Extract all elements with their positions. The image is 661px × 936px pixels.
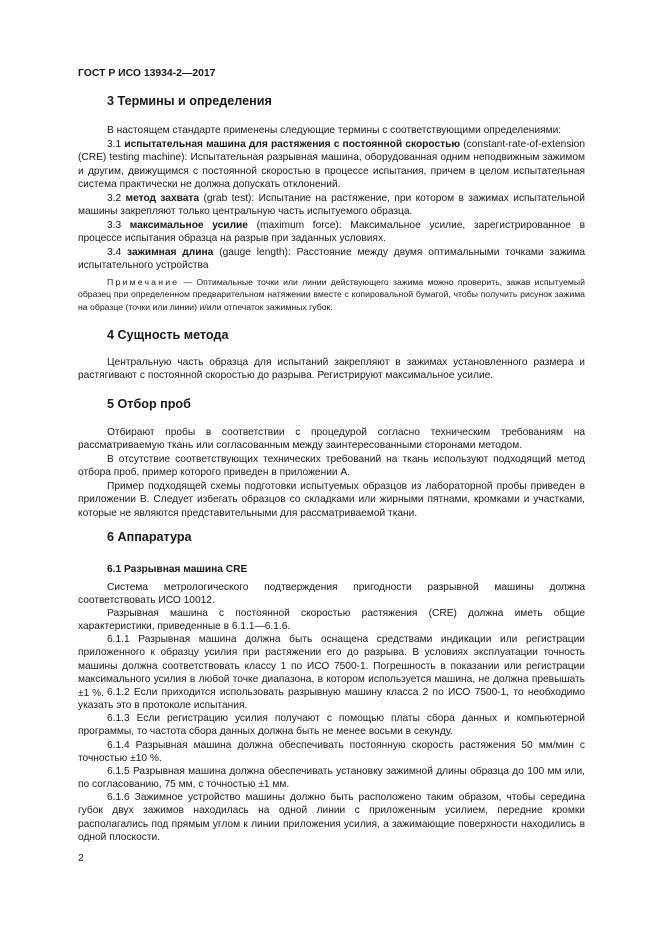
- page-number: 2: [78, 853, 84, 864]
- term-3-3: [78, 219, 585, 246]
- term-3-3-number: 3.3: [107, 220, 130, 231]
- term-3-1-number: 3.1: [107, 139, 125, 150]
- section-6-1-paragraph-1: Система метрологического подтверждения пригодности разрывной машины должна соответствовать ИСО 10012.: [78, 582, 585, 607]
- clause-6-1-1: 6.1.1 Разрывная машина должна быть оснащена средствами индикации или регистрации приложенного к образцу усилия при растяжении его до разрыва. В условиях эксплуатации точность машины должна соответствовать классу 1 по ИСО 7500-1. Погрешность в показании или регистрации максимального усилия в любой точке диапазона, в котором используется машина, не должна превышать ±1 %.: [78, 634, 585, 699]
- term-3-2-name: метод захвата: [125, 193, 200, 204]
- note-label: Примечание: [107, 277, 180, 287]
- section-5-title: 5 Отбор проб: [107, 397, 191, 411]
- section-5-paragraph-1: Отбирают пробы в соответствии с процедурой согласно техническим требованиям на рассматриваемую ткань или согласованным между заинтересованными сторонами методом.: [78, 427, 585, 452]
- term-3-4-name: зажимная длина: [127, 247, 214, 258]
- section-5-paragraph-3: Пример подходящей схемы подготовки испытуемых образцов из лабораторной пробы приведен в приложении В. Следует избегать образцов со складками или жирными пятнами, кромками и участками, которые не являются представительными для рассматриваемой ткани.: [78, 481, 585, 519]
- term-3-3-definition: (maximum force): Максимальное усилие, зарегистрированное в процессе испытания образца на разрыв при заданных условиях.: [78, 220, 585, 245]
- subsection-6-1-title: 6.1 Разрывная машина CRE: [107, 564, 248, 575]
- term-3-2: [78, 192, 585, 219]
- section-6-title: 6 Аппаратура: [107, 530, 192, 544]
- term-3-2-definition: (grab test): Испытание на растяжение, при котором в зажимах испытательной машины закрепляют только центральную часть испытуемого образца.: [78, 193, 585, 218]
- document-header: ГОСТ Р ИСО 13934-2—2017: [78, 68, 216, 79]
- clause-6-1-6: 6.1.6 Зажимное устройство машины должно быть расположено таким образом, чтобы середина губок двух зажимов находилась на одной линии с приложенным усилием, передние кромки располагались под прямым углом к линии приложения усилия, а зажимающие поверхности находились в одной плоскости.: [78, 792, 585, 844]
- section-5-paragraph-2: В отсутствие соответствующих технических требований на ткань используют подходящий метод отбора проб, пример которого приведен в приложении А.: [78, 454, 585, 479]
- section-6-1-paragraph-2: Разрывная машина с постоянной скоростью растяжения (CRE) должна иметь общие характеристики, приведенные в 6.1.1—6.1.6.: [78, 608, 585, 633]
- term-3-1-definition: (constant-rate-of-extension (CRE) testing machine): Испытательная разрывная машина, оборудованная одним неподвижным зажимом и другим, движущимся с постоянной скоростью в процессе испытания, причем в целом испытательная система практически не должна допускать отклонений.: [78, 139, 586, 191]
- term-3-4-number: 3.4: [107, 247, 128, 258]
- term-3-4-definition: (gauge length): Расстояние между двумя оптимальными точками зажима испытательного устройства: [78, 247, 586, 272]
- term-3-3-name: максимальное усилие: [129, 220, 248, 231]
- term-3-2-number: 3.2: [107, 193, 126, 204]
- note-3-4: [78, 276, 585, 313]
- clause-6-1-5: 6.1.5 Разрывная машина должна обеспечивать установку зажимной длины образца до 100 мм или, по согласованию, 75 мм, с точностью ±1 мм.: [78, 766, 585, 791]
- term-3-4: [78, 246, 585, 273]
- section-4-paragraph-1: Центральную часть образца для испытаний закрепляют в зажимах установленного размера и растягивают с постоянной скоростью до разрыва. Регистрируют максимальное усилие.: [78, 357, 585, 382]
- clause-6-1-4: 6.1.4 Разрывная машина должна обеспечивать постоянную скорость растяжения 50 мм/мин с точностью ±10 %.: [78, 740, 585, 765]
- clause-6-1-2: 6.1.2 Если приходится использовать разрывную машину класса 2 по ИСО 7500-1, то необходимо указать это в протоколе испытания.: [78, 687, 585, 712]
- term-3-1-name: испытательная машина для растяжения с постоянной скоростью: [124, 139, 461, 150]
- term-3-1: [78, 138, 585, 192]
- section-4-title: 4 Сущность метода: [107, 328, 229, 342]
- note-text: — Оптимальные точки или линии действующего зажима можно проверить, зажав испытуемый образец при определенном предварительном натяжении вместе с копировальной бумагой, чтобы получить рисунок зажима на образце (точки или линии) и/или отпечаток зажимных губок.: [78, 277, 585, 312]
- clause-6-1-3: 6.1.3 Если регистрацию усилия получают с помощью платы сбора данных и компьютерной программы, то частота сбора данных должна быть не менее восьми в секунду.: [78, 713, 585, 738]
- section-3-title: 3 Термины и определения: [107, 94, 272, 108]
- section-3-intro: В настоящем стандарте применены следующие термины с соответствующими определениями:: [107, 125, 562, 136]
